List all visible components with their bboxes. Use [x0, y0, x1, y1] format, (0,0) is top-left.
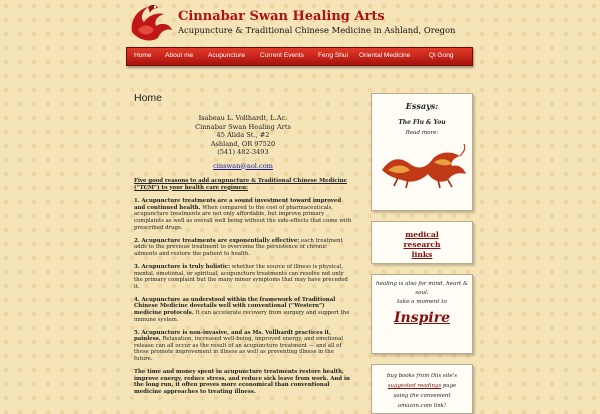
- main-content: [134, 92, 352, 400]
- nav-home[interactable]: Home: [134, 52, 152, 59]
- inspire-link[interactable]: Inspire: [394, 310, 450, 326]
- nav-acupuncture[interactable]: Acupuncture: [208, 52, 246, 59]
- closing-paragraph: The time and money spent in acupuncture treatments restore health, improve energy, reduce stress, and reduce sick leave from work. And in the long run, it often proves more economical than conventional medicine approaches to treating illness.: [134, 369, 350, 395]
- dragon-icon[interactable]: [378, 140, 470, 190]
- swan-logo-icon[interactable]: [128, 2, 174, 44]
- reason-item: 2. Acupuncture treatments are exponentially effective: each treatment adds to the previous treatment to overcome the persistence of chronic ailments and restore the patient to health.: [134, 237, 343, 257]
- suggested-readings-link[interactable]: suggested readings: [387, 383, 442, 389]
- essays-box: [371, 93, 473, 211]
- books-box: [371, 364, 473, 414]
- nav-oriental-medicine[interactable]: Oriental Medicine: [359, 52, 411, 59]
- research-links[interactable]: medical research links: [403, 230, 441, 259]
- reason-item: 4. Acupuncture as understood within the framework of Traditional Chinese Medicine dovetails well with conventional (“Western”) medicine protocols. It can accelerate recovery from surgery and support the immune system.: [134, 296, 350, 323]
- reason-item: 1. Acupuncture treatments are a sound investment toward improved and continued health. When compared to the cost of pharmaceuticals, acupuncture treatments are not only affordable, but improve primary complaints as well as overall well being without the side-effects that come with prescribed drugs.: [134, 198, 352, 231]
- nav-feng-shui[interactable]: Feng Shui: [318, 52, 349, 59]
- reasons-intro: Five good reasons to add acupuncture & Traditional Chinese Medicine (“TCM”) to your health care regimen:: [134, 178, 347, 191]
- practitioner-name: Isabeau L. Vollhardt, L.Ac.: [198, 114, 288, 122]
- buy-books-text: buy books from this site's suggested readings page using the convenient amazon.com link!: [387, 373, 457, 409]
- street-address: 45 Alida St., #2: [216, 131, 270, 139]
- essays-title: Essays:: [405, 101, 439, 111]
- nav-qi-gong[interactable]: Qi Gong: [429, 52, 454, 59]
- contact-address: [134, 114, 352, 170]
- reasons-list: [134, 178, 352, 400]
- inspire-box: [371, 274, 473, 354]
- city-address: Ashland, OR 97520: [210, 139, 276, 148]
- business-name: Cinnabar Swan Healing Arts: [195, 122, 291, 131]
- healing-text: healing is also for mind, heart & soul: take a moment to: [375, 281, 468, 305]
- site-header: [0, 0, 600, 46]
- phone-number: (541) 482-3493: [217, 148, 269, 156]
- site-tagline: Acupuncture & Traditional Chinese Medicine in Ashland, Oregon: [178, 25, 456, 35]
- page-title: Home: [134, 92, 163, 104]
- nav-about-me[interactable]: About me: [165, 52, 194, 59]
- essay-flu-link[interactable]: The Flu & You: [398, 119, 446, 126]
- main-nav: [126, 47, 473, 66]
- email-link[interactable]: cinswan@aol.com: [213, 161, 273, 170]
- reason-item: 5. Acupuncture is non-invasive, and as Ms. Vollhardt practices it, painless. Relaxation, increased well-being, improved energy, and emotional release can all occur as the result of an acupuncture treatment — and all of these promote improvement in illness as well as preventing illness in the future.: [134, 329, 344, 363]
- site-title: Cinnabar Swan Healing Arts: [178, 9, 385, 24]
- read-more-label: Read more:: [405, 130, 439, 136]
- nav-current-events[interactable]: Current Events: [260, 52, 304, 59]
- research-box: [371, 221, 473, 264]
- reason-item: 3. Acupuncture is truly holistic: whether the source of illness is physical, mental, emotional, or spiritual, acupuncture treatments can resolve not only the primary complaint but the many minor symptoms that may have preceded it.: [134, 263, 348, 290]
